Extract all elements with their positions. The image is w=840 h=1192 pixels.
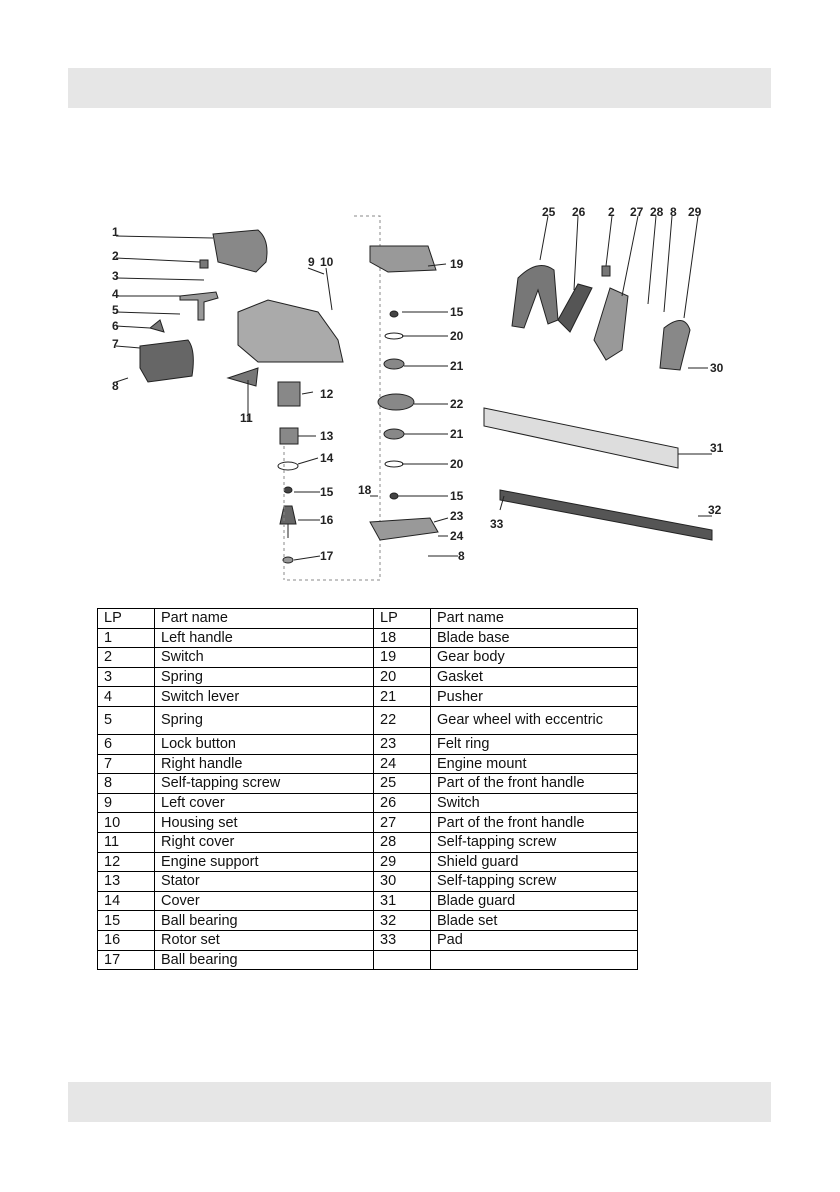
cell-lp-right: 23 <box>374 734 431 754</box>
cell-part-name-left: Cover <box>155 891 374 911</box>
cell-part-name-right: Self-tapping screw <box>431 832 638 852</box>
cell-part-name-left: Spring <box>155 667 374 687</box>
callout-m-21b: 21 <box>450 427 464 441</box>
callout-m-22: 22 <box>450 397 464 411</box>
cell-part-name-right: Blade set <box>431 911 638 931</box>
cell-lp-left: 9 <box>98 793 155 813</box>
table-row <box>98 813 638 833</box>
callout-16: 16 <box>320 513 334 527</box>
callout-10: 10 <box>320 255 334 269</box>
callout-m-18: 18 <box>358 483 372 497</box>
table-row <box>98 628 638 648</box>
callout-2: 2 <box>112 249 119 263</box>
cell-part-name-left: Right cover <box>155 832 374 852</box>
cell-lp-right: 18 <box>374 628 431 648</box>
callout-r-26: 26 <box>572 205 586 219</box>
exploded-parts-diagram <box>108 200 733 590</box>
cell-part-name-right: Self-tapping screw <box>431 872 638 892</box>
part-blade-set <box>500 490 712 540</box>
cell-part-name-right: Part of the front handle <box>431 813 638 833</box>
cell-lp-left: 15 <box>98 911 155 931</box>
part-front-handle-27 <box>594 288 628 360</box>
cell-lp-right: 33 <box>374 930 431 950</box>
cell-lp-left: 11 <box>98 832 155 852</box>
table-header-row <box>98 609 638 629</box>
callout-r-27: 27 <box>630 205 644 219</box>
table-row <box>98 872 638 892</box>
cell-part-name-right: Pad <box>431 930 638 950</box>
cell-part-name-left: Self-tapping screw <box>155 774 374 794</box>
part-gasket-2 <box>385 461 403 467</box>
part-ball-bearing-15 <box>284 487 292 493</box>
cell-lp-left: 6 <box>98 734 155 754</box>
cell-lp-left: 2 <box>98 648 155 668</box>
callout-7: 7 <box>112 337 119 351</box>
cell-lp-left: 16 <box>98 930 155 950</box>
callout-r-28: 28 <box>650 205 664 219</box>
cell-part-name-left: Ball bearing <box>155 950 374 970</box>
part-switch <box>200 260 208 268</box>
cell-part-name-right: Blade base <box>431 628 638 648</box>
table-row <box>98 852 638 872</box>
table-row <box>98 754 638 774</box>
part-right-cover <box>228 368 258 386</box>
callout-11: 11 <box>240 411 253 425</box>
cell-lp-right: 19 <box>374 648 431 668</box>
callout-r-31: 31 <box>710 441 724 455</box>
table-row <box>98 706 638 734</box>
callout-m-20b: 20 <box>450 457 464 471</box>
part-switch-lever <box>180 292 218 320</box>
callout-17: 17 <box>320 549 334 563</box>
callout-12: 12 <box>320 387 334 401</box>
cell-part-name-left: Engine support <box>155 852 374 872</box>
callout-9: 9 <box>308 255 315 269</box>
part-ball-bearing-mid <box>390 311 398 317</box>
cell-lp-left: 5 <box>98 706 155 734</box>
callout-m-19: 19 <box>450 257 464 271</box>
callout-r-32: 32 <box>708 503 722 517</box>
cell-part-name-right: Blade guard <box>431 891 638 911</box>
callout-r-30: 30 <box>710 361 724 375</box>
callout-14: 14 <box>320 451 334 465</box>
table-row <box>98 734 638 754</box>
cell-lp-right: 27 <box>374 813 431 833</box>
cell-part-name-right: Gear body <box>431 648 638 668</box>
cell-lp-left: 1 <box>98 628 155 648</box>
part-right-handle <box>140 340 193 382</box>
callout-8: 8 <box>112 379 119 393</box>
header-lp-2: LP <box>374 609 431 629</box>
cell-part-name-left: Stator <box>155 872 374 892</box>
cell-part-name-left: Switch lever <box>155 687 374 707</box>
part-engine-mount <box>370 518 438 540</box>
callout-6: 6 <box>112 319 119 333</box>
part-switch-2-right <box>602 266 610 276</box>
cell-part-name-right: Shield guard <box>431 852 638 872</box>
cell-part-name-right: Part of the front handle <box>431 774 638 794</box>
cell-part-name-right: Pusher <box>431 687 638 707</box>
part-cover <box>278 462 298 470</box>
callout-m-15b: 15 <box>450 489 464 503</box>
callout-4: 4 <box>112 287 119 301</box>
cell-part-name-left: Rotor set <box>155 930 374 950</box>
part-switch-26 <box>558 284 592 332</box>
callout-r-25: 25 <box>542 205 556 219</box>
callout-m-23: 23 <box>450 509 464 523</box>
cell-lp-right: 32 <box>374 911 431 931</box>
footer-bar <box>68 1082 771 1122</box>
part-front-handle-25 <box>512 266 558 329</box>
part-gear-wheel <box>378 394 414 410</box>
table-row <box>98 930 638 950</box>
cell-lp-right: 30 <box>374 872 431 892</box>
table-row <box>98 687 638 707</box>
cell-lp-right: 31 <box>374 891 431 911</box>
cell-lp-right <box>374 950 431 970</box>
cell-lp-right: 24 <box>374 754 431 774</box>
callout-m-8: 8 <box>458 549 465 563</box>
cell-part-name-right: Gasket <box>431 667 638 687</box>
cell-lp-right: 20 <box>374 667 431 687</box>
cell-lp-left: 8 <box>98 774 155 794</box>
cell-part-name-right: Switch <box>431 793 638 813</box>
part-pusher <box>384 359 404 369</box>
table-row <box>98 774 638 794</box>
cell-lp-left: 3 <box>98 667 155 687</box>
callout-3: 3 <box>112 269 119 283</box>
cell-lp-left: 14 <box>98 891 155 911</box>
part-left-handle <box>213 230 267 272</box>
cell-part-name-right: Felt ring <box>431 734 638 754</box>
callout-13: 13 <box>320 429 334 443</box>
cell-lp-left: 4 <box>98 687 155 707</box>
cell-lp-right: 28 <box>374 832 431 852</box>
callout-m-24: 24 <box>450 529 464 543</box>
part-shield-guard <box>660 320 690 370</box>
parts-table <box>97 608 638 970</box>
callout-15: 15 <box>320 485 334 499</box>
cell-part-name-left: Switch <box>155 648 374 668</box>
table-row <box>98 667 638 687</box>
part-engine-support <box>278 382 300 406</box>
cell-lp-right: 29 <box>374 852 431 872</box>
cell-lp-left: 12 <box>98 852 155 872</box>
callout-r-8: 8 <box>670 205 677 219</box>
cell-part-name-right <box>431 950 638 970</box>
callouts-middle <box>358 257 465 563</box>
part-lock-button <box>150 320 164 332</box>
cell-part-name-right: Gear wheel with eccentric <box>431 706 638 734</box>
part-pusher-2 <box>384 429 404 439</box>
header-part-name-1: Part name <box>155 609 374 629</box>
cell-part-name-left: Ball bearing <box>155 911 374 931</box>
part-rotor-set <box>280 506 296 538</box>
cell-part-name-left: Housing set <box>155 813 374 833</box>
cell-lp-left: 13 <box>98 872 155 892</box>
cell-lp-left: 17 <box>98 950 155 970</box>
callout-5: 5 <box>112 303 119 317</box>
part-gasket <box>385 333 403 339</box>
callout-r-2: 2 <box>608 205 615 219</box>
cell-lp-left: 7 <box>98 754 155 774</box>
callout-m-15: 15 <box>450 305 464 319</box>
part-blade-guard <box>484 408 678 468</box>
cell-part-name-left: Spring <box>155 706 374 734</box>
header-part-name-2: Part name <box>431 609 638 629</box>
part-stator <box>280 428 298 444</box>
callout-r-29: 29 <box>688 205 702 219</box>
table-row <box>98 793 638 813</box>
table-row <box>98 911 638 931</box>
cell-lp-right: 26 <box>374 793 431 813</box>
callout-1: 1 <box>112 225 119 239</box>
part-housing-set <box>238 300 343 362</box>
table-row <box>98 891 638 911</box>
cell-lp-right: 21 <box>374 687 431 707</box>
table-row <box>98 950 638 970</box>
callout-r-33: 33 <box>490 517 504 531</box>
header-bar <box>68 68 771 108</box>
cell-part-name-left: Right handle <box>155 754 374 774</box>
part-ball-bearing-mid-2 <box>390 493 398 499</box>
cell-lp-right: 25 <box>374 774 431 794</box>
cell-part-name-left: Left handle <box>155 628 374 648</box>
callout-m-20: 20 <box>450 329 464 343</box>
cell-lp-right: 22 <box>374 706 431 734</box>
cell-part-name-left: Left cover <box>155 793 374 813</box>
table-row <box>98 832 638 852</box>
header-lp-1: LP <box>98 609 155 629</box>
cell-lp-left: 10 <box>98 813 155 833</box>
table-row <box>98 648 638 668</box>
cell-part-name-left: Lock button <box>155 734 374 754</box>
cell-part-name-right: Engine mount <box>431 754 638 774</box>
callout-m-21: 21 <box>450 359 464 373</box>
